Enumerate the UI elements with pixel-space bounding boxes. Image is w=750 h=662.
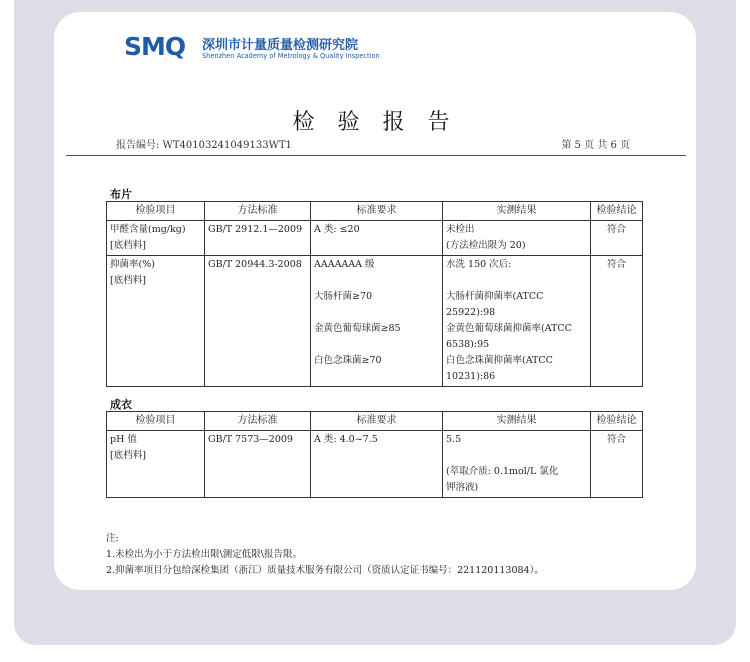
item-name: pH 值 (110, 434, 137, 445)
result-line: 5.5 (446, 434, 462, 445)
table-row (107, 221, 643, 256)
requirement-line: 金黄色葡萄球菌≥85 (314, 323, 401, 334)
report-notes (106, 531, 544, 579)
col-header-result: 实测结果 (443, 412, 591, 431)
col-header-result: 实测结果 (443, 202, 591, 221)
section-fabric-heading: 布片 (110, 188, 132, 201)
table-header-row (107, 412, 643, 431)
item-name: 甲醛含量(mg/kg) (110, 224, 186, 235)
section-garment-heading: 成衣 (110, 398, 132, 411)
report-sheet (54, 12, 696, 590)
col-header-item: 检验项目 (107, 202, 205, 221)
col-header-method: 方法标准 (205, 412, 311, 431)
requirement-line: A 类: ≤20 (314, 224, 360, 235)
verdict-cell: 符合 (591, 221, 643, 256)
garment-table (106, 411, 643, 498)
result-line: 6538):95 (446, 339, 490, 350)
notes-label: 注: (106, 533, 119, 544)
fabric-table (106, 201, 643, 387)
result-line: 金黄色葡萄球菌抑菌率(ATCC (446, 323, 572, 334)
requirement-line: A 类: 4.0~7.5 (314, 434, 378, 445)
verdict-cell: 符合 (591, 256, 643, 387)
col-header-item: 检验项目 (107, 412, 205, 431)
result-line: 水洗 150 次后: (446, 259, 512, 270)
header-divider (66, 155, 686, 156)
report-title: 检 验 报 告 (292, 110, 458, 135)
report-number: 报告编号: WT40103241049133WT1 (116, 140, 292, 151)
method-cell: GB/T 20944.3-2008 (205, 256, 311, 387)
result-line: 钾溶液) (446, 482, 479, 493)
result-line: 大肠杆菌抑菌率(ATCC (446, 291, 544, 302)
col-header-requirement: 标准要求 (311, 202, 443, 221)
requirement-line: 大肠杆菌≥70 (314, 291, 373, 302)
org-name-cn: 深圳市计量质量检测研究院 (202, 38, 359, 53)
result-line: (方法检出限为 20) (446, 240, 526, 251)
verdict-cell: 符合 (591, 431, 643, 498)
item-note: [底档料] (110, 450, 146, 461)
result-line: 白色念珠菌抑菌率(ATCC (446, 355, 553, 366)
col-header-method: 方法标准 (205, 202, 311, 221)
method-cell: GB/T 7573—2009 (205, 431, 311, 498)
result-line: 10231):86 (446, 371, 496, 382)
table-row (107, 256, 643, 387)
smq-logo-mark: SMQ (124, 32, 186, 61)
table-header-row (107, 202, 643, 221)
requirement-line: AAAAAAA 级 (314, 259, 375, 270)
requirement-line: 白色念珠菌≥70 (314, 355, 382, 366)
result-line: 25922):98 (446, 307, 496, 318)
page-indicator: 第 5 页 共 6 页 (561, 140, 630, 151)
table-row (107, 431, 643, 498)
result-line: 未检出 (446, 224, 475, 235)
note-item: 1.未检出为小于方法检出限\测定低限\报告限。 (106, 549, 302, 560)
org-name-en: Shenzhen Academy of Metrology & Quality Inspection (202, 52, 380, 60)
result-line: (萃取介质: 0.1mol/L 氯化 (446, 466, 559, 477)
item-note: [底档料] (110, 240, 146, 251)
col-header-requirement: 标准要求 (311, 412, 443, 431)
note-item: 2.抑菌率项目分包给深检集团（浙江）质量技术服务有限公司（资质认定证书编号：221120113084）。 (106, 565, 544, 576)
item-note: [底档料] (110, 275, 146, 286)
method-cell: GB/T 2912.1—2009 (205, 221, 311, 256)
col-header-verdict: 检验结论 (591, 412, 643, 431)
col-header-verdict: 检验结论 (591, 202, 643, 221)
item-name: 抑菌率(%) (110, 259, 155, 270)
